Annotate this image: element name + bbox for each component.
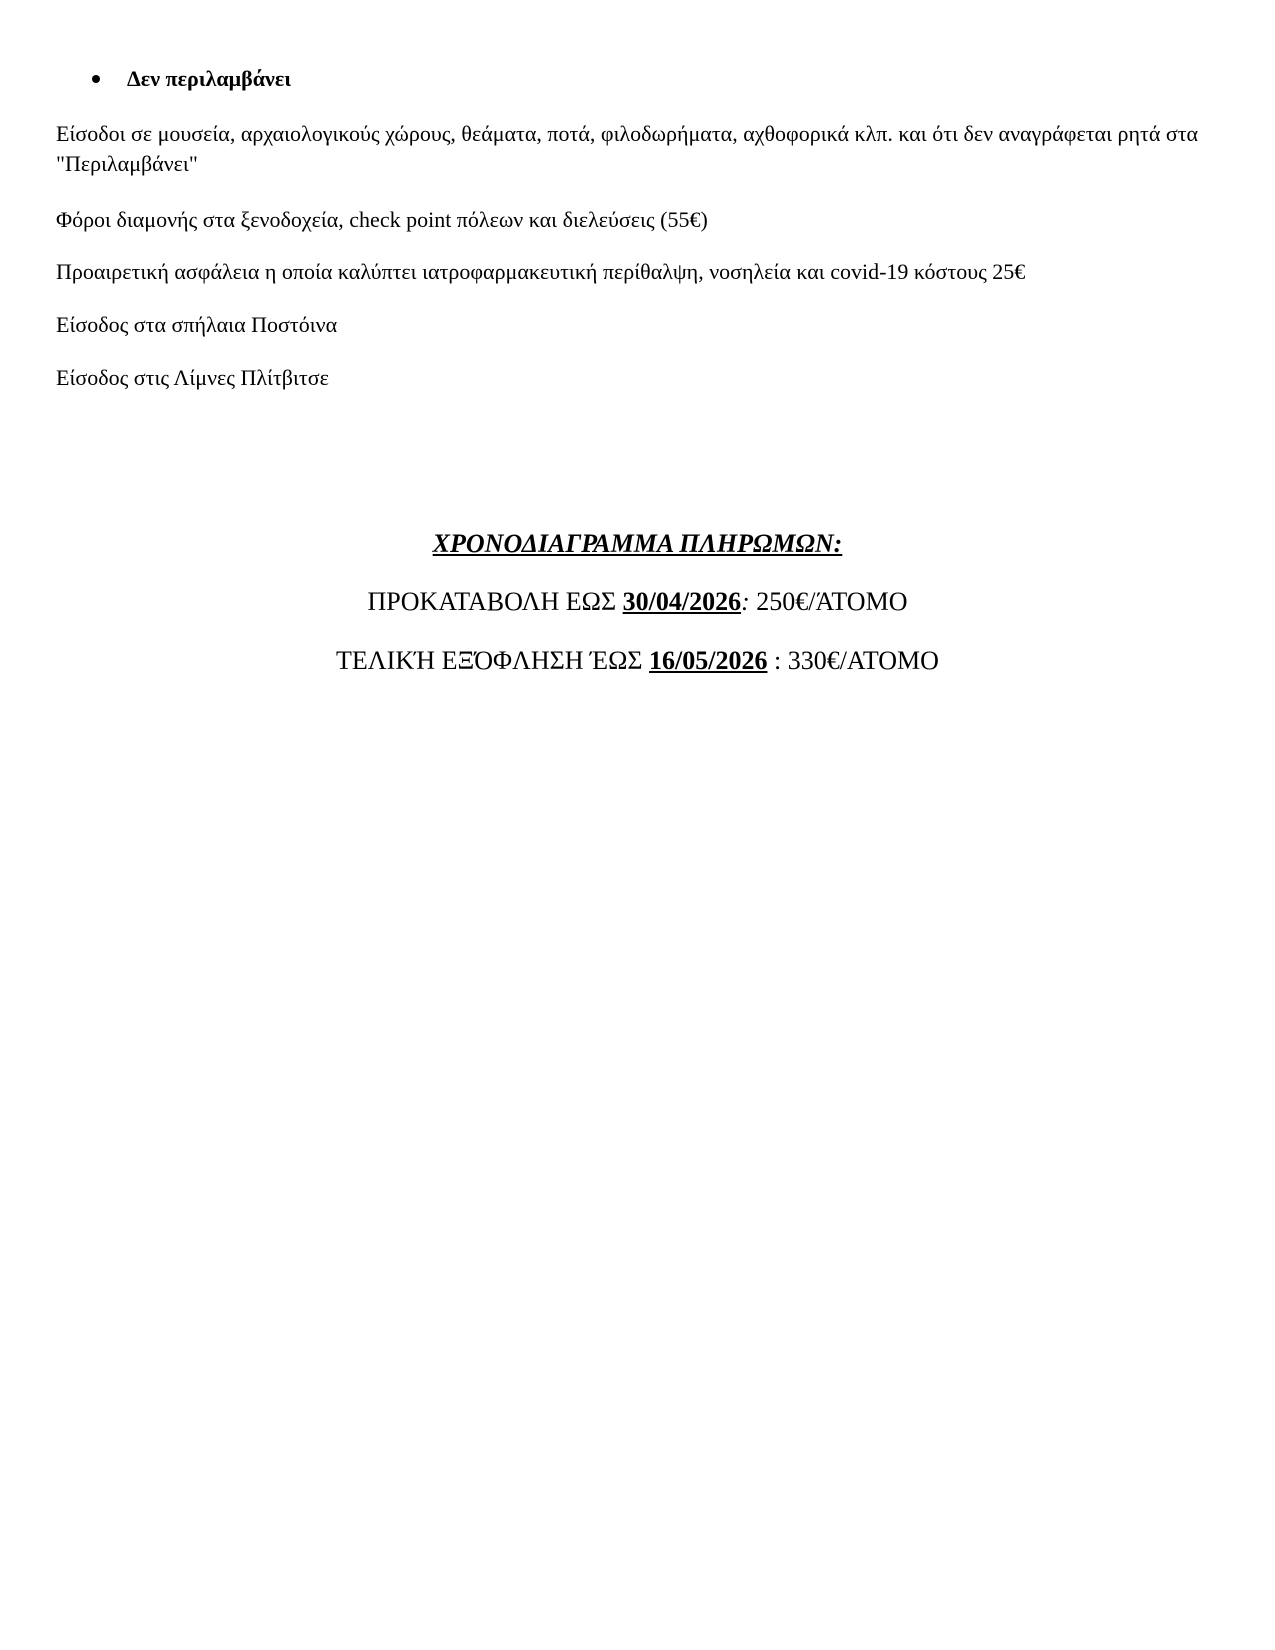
deposit-label: ΠΡΟΚΑΤΑΒΟΛΗ ΕΩΣ (367, 587, 623, 616)
final-amount: : 330€/ΑΤΟΜΟ (767, 646, 939, 675)
deposit-date: 30/04/2026 (622, 587, 742, 616)
final-payment-line (0, 645, 1275, 677)
excluded-item-entrances: Είσοδοι σε μουσεία, αρχαιολογικούς χώρους, θεάματα, ποτά, φιλοδωρήματα, αχθοφορικά κλπ. και ότι δεν αναγράφεται ρητά στα "Περιλαμβάνει" (56, 121, 1199, 176)
excluded-item-insurance: Προαιρετική ασφάλεια η οποία καλύπτει ιατροφαρμακευτική περίθαλψη, νοσηλεία και covid-19 κόστους 25€ (56, 259, 1026, 284)
bullet-icon (92, 75, 100, 83)
excluded-heading-bullet (92, 66, 291, 92)
final-date: 16/05/2026 (649, 646, 768, 675)
excluded-item-taxes: Φόροι διαμονής στα ξενοδοχεία, check point πόλεων και διελεύσεις (55€) (56, 207, 708, 232)
excluded-item-postojna: Είσοδος στα σπήλαια Ποστόινα (56, 312, 338, 337)
deposit-separator: : (741, 587, 750, 616)
excluded-heading: Δεν περιλαμβάνει (127, 66, 292, 91)
deposit-amount: 250€/ΆΤΟΜΟ (749, 587, 908, 616)
excluded-item-plitvice: Είσοδος στις Λίμνες Πλίτβιτσε (56, 365, 329, 390)
payment-schedule-title: ΧΡΟΝΟΔΙΑΓΡΑΜΜΑ ΠΛΗΡΩΜΩΝ: (432, 529, 843, 558)
final-label: ΤΕΛΙΚΉ ΕΞΌΦΛΗΣΗ ΈΩΣ (336, 646, 650, 675)
deposit-line (0, 586, 1275, 618)
